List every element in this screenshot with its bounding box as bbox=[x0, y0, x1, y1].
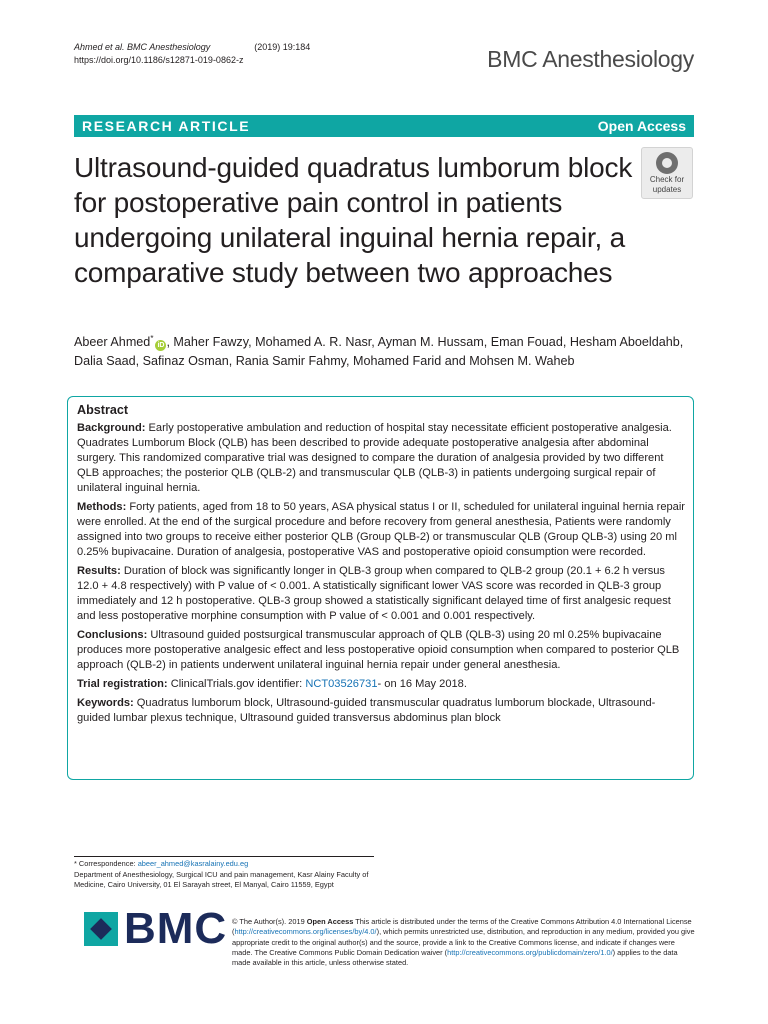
affiliation: Department of Anesthesiology, Surgical ICU and pain management, Kasr Alainy Faculty of Medicine, Cairo University, 01 El Sarayah street, El Manyal, Cairo 11559, Egypt bbox=[74, 869, 369, 889]
check-updates-icon bbox=[656, 152, 678, 174]
abstract-conclusions bbox=[77, 628, 685, 673]
abstract-heading: Abstract bbox=[77, 403, 129, 417]
license-link-zero[interactable]: http://creativecommons.org/publicdomain/zero/1.0/ bbox=[447, 947, 613, 957]
other-authors: , Maher Fawzy, Mohamed A. R. Nasr, Ayman M. Hussam, Eman Fouad, Hesham Aboeldahb, Dalia Saad, Safinaz Osman, Rania Samir Fahmy, Mohamed Farid and Mohsen M. Waheb bbox=[74, 335, 684, 368]
conclusions-label: Conclusions: bbox=[77, 629, 148, 641]
bmc-logo-mark-icon bbox=[84, 912, 118, 946]
trial-date: - on 16 May 2018. bbox=[377, 678, 467, 690]
correspondence-footnote bbox=[74, 859, 374, 891]
abstract-background bbox=[77, 421, 685, 496]
article-type: RESEARCH ARTICLE bbox=[82, 118, 251, 134]
methods-label: Methods: bbox=[77, 501, 127, 513]
keywords-label: Keywords: bbox=[77, 697, 134, 709]
doi-link[interactable]: https://doi.org/10.1186/s12871-019-0862-z bbox=[74, 55, 244, 65]
check-updates-text-1: Check for bbox=[649, 175, 685, 184]
citation: Ahmed et al. BMC Anesthesiology bbox=[74, 42, 211, 52]
abstract-box bbox=[67, 396, 694, 780]
correspondence-email[interactable]: abeer_ahmed@kasralainy.edu.eg bbox=[137, 859, 249, 868]
open-access-label: Open Access bbox=[597, 118, 686, 134]
corresponding-mark: * bbox=[150, 333, 154, 343]
conclusions-text: Ultrasound guided postsurgical transmuscular approach of QLB (QLB-3) using 20 ml 0.25% bupivacaine produces more postoperative analgesic effect and less postoperative opioid consumption when compared to posterior QLB approach (QLB-2) in patients underwent unilateral inguinal hernia repair under general anesthesia. bbox=[77, 629, 680, 671]
abstract-trial-registration bbox=[77, 677, 685, 692]
trial-link[interactable]: NCT03526731 bbox=[305, 678, 378, 690]
license-part-2: ), which permits unrestricted use, distribution, and reproduction in any medium, provided you give appropriate credit to the original author(s) and the source, provide a link to the Creative Commons license, and indicate if changes were made. The Creative Commons Public Domain Dedication waiver ( bbox=[232, 927, 695, 957]
keywords-text: Quadratus lumborum block, Ultrasound-guided transmuscular quadratus lumborum blockade, Ultrasound-guided lumbar plexus technique, Ultrasound guided transversus abdominus plan block bbox=[77, 697, 656, 724]
license-link-by[interactable]: http://creativecommons.org/licenses/by/4.0/ bbox=[234, 927, 377, 937]
author-list bbox=[74, 333, 694, 371]
running-header bbox=[74, 41, 310, 67]
footnote-divider bbox=[74, 856, 374, 857]
check-updates-text-2: updates bbox=[652, 185, 682, 194]
results-label: Results: bbox=[77, 565, 121, 577]
results-text: Duration of block was significantly longer in QLB-3 group when compared to QLB-2 group (20.1 + 6.2 h versus 12.0 + 4.8 respectively) with P value of < 0.001. A statistically significant lower VAS score was recorded in QLB-3 group immediately and 12 h postoperative. QLB-3 group showed a statistically significant delayed time of first analgesic request and less postoperative morphine consumption with P value of < 0.001 and 0.001 respectively. bbox=[77, 565, 671, 622]
orcid-icon[interactable]: iD bbox=[157, 342, 165, 349]
abstract-keywords bbox=[77, 696, 685, 726]
license-part-3: ) applies to the data made available in this article, unless otherwise stated. bbox=[232, 947, 678, 968]
background-text: Early postoperative ambulation and reduction of hospital stay necessitate efficient postoperative analgesia. Quadrates Lumborum Block (QLB) has been described to provide adequate postoperative analgesia after abdominal surgery. This randomized comparative trial was designed to compare the duration of analgesia provided by two different QLB approaches; the posterior QLB (QLB-2) and transmuscular QLB (QLB-3) in patients undergoing surgical repair of unilateral inguinal hernia. bbox=[77, 422, 672, 494]
license-prefix: © The Author(s). 2019 bbox=[232, 917, 307, 926]
journal-name: BMC Anesthesiology bbox=[487, 46, 694, 72]
correspondence-label: * Correspondence: bbox=[74, 859, 138, 868]
trial-label: Trial registration: bbox=[77, 678, 168, 690]
year-volume: (2019) 19:184 bbox=[254, 42, 311, 52]
article-banner bbox=[74, 115, 694, 137]
first-author[interactable]: Abeer Ahmed bbox=[74, 335, 151, 349]
license-part-1: This article is distributed under the terms of the Creative Commons Attribution 4.0 International License ( bbox=[232, 917, 692, 937]
trial-text: ClinicalTrials.gov identifier: bbox=[167, 678, 306, 690]
check-for-updates-badge[interactable] bbox=[641, 147, 693, 199]
background-label: Background: bbox=[77, 422, 146, 434]
license-statement bbox=[232, 917, 697, 968]
bmc-logo-text: BMC bbox=[124, 904, 228, 953]
article-title: Ultrasound-guided quadratus lumborum block for postoperative pain control in patients undergoing unilateral inguinal hernia repair, a comparative study between two approaches bbox=[74, 152, 633, 288]
abstract-methods bbox=[77, 500, 685, 560]
methods-text: Forty patients, aged from 18 to 50 years, ASA physical status I or II, scheduled for unilateral inguinal hernia repair were enrolled. At the end of the surgical procedure and before recovery from general anesthesia, Patients were randomly assigned into two groups to receive either posterior QLB (Group QLB-2) or transmuscular QLB (Group QLB-3) using 20 ml 0.25% bupivacaine. Duration of analgesia, postoperative VAS and postoperative opioid consumption were recorded. bbox=[77, 501, 686, 558]
abstract-results bbox=[77, 564, 685, 624]
bmc-logo bbox=[84, 904, 228, 964]
license-open-access: Open Access bbox=[306, 917, 354, 926]
